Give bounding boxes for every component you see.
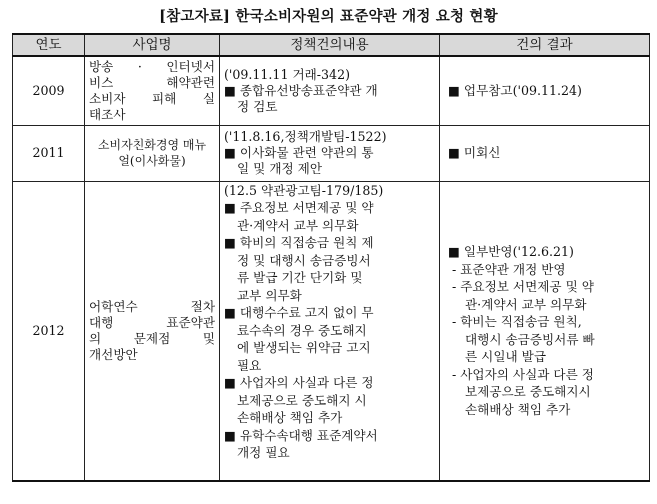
project-line: 개선방안 bbox=[89, 346, 138, 362]
project-line: 대행 표준약관 bbox=[89, 314, 215, 330]
project-line: 어학연수 절차 bbox=[89, 298, 215, 314]
policy-line: 류 발급 기간 단기화 및 bbox=[237, 270, 363, 285]
project-line: 소비자친화경영 매뉴 bbox=[97, 138, 207, 152]
result-cell bbox=[440, 56, 650, 125]
result-line: ■ 업무참고('09.11.24) bbox=[448, 82, 582, 98]
document-title: [참고자료] 한국소비자원의 표준약관 개정 요청 현황 bbox=[159, 8, 498, 25]
status-table bbox=[12, 33, 650, 482]
result-line: - 학비는 직접송금 원칙, bbox=[452, 314, 582, 330]
policy-line: ('09.11.11 거래-342) bbox=[224, 66, 350, 82]
policy-line: 정 및 대행시 송금증빙서 bbox=[237, 252, 371, 268]
result-line: 대행시 송금증빙서류 빠 bbox=[465, 331, 595, 347]
policy-line: 보제공으로 중도해지 시 bbox=[237, 392, 367, 408]
policy-line: ■ 사업자의 사실과 다른 정 bbox=[224, 375, 374, 390]
result-line: 관·계약서 교부 의무화 bbox=[465, 296, 587, 312]
policy-line: ■ 대행수수료 고지 없이 무 bbox=[224, 305, 374, 320]
policy-line: 료수속의 경우 중도해지 bbox=[237, 322, 367, 338]
header-project: 사업명 bbox=[85, 34, 220, 56]
policy-line: ■ 이사화물 관련 약관의 통 bbox=[224, 145, 374, 160]
year-cell: 2009 bbox=[13, 56, 85, 125]
result-line: 보제공으로 중도해지시 bbox=[465, 384, 591, 400]
table-row bbox=[13, 125, 650, 181]
policy-line: ■ 주요정보 서면제공 및 약 bbox=[224, 200, 374, 215]
policy-line: 관·계약서 교부 의무화 bbox=[237, 217, 359, 233]
policy-line: ■ 종합유선방송표준약관 개 bbox=[224, 82, 378, 98]
project-line: 방송 · 인터넷서 bbox=[89, 58, 215, 74]
policy-line: 에 발생되는 위약금 고지 bbox=[237, 340, 371, 355]
policy-line: 일 및 개정 제안 bbox=[237, 161, 323, 176]
policy-line: 필요 bbox=[237, 357, 262, 373]
policy-line: 개정 필요 bbox=[237, 445, 290, 460]
result-line: ■ 일부반영('12.6.21) bbox=[448, 244, 574, 260]
result-line: - 주요정보 서면제공 및 약 bbox=[452, 279, 594, 295]
project-cell bbox=[85, 125, 220, 181]
header-policy: 정책건의내용 bbox=[220, 34, 440, 56]
table-row bbox=[13, 56, 650, 125]
result-line: 른 시일내 발급 bbox=[465, 349, 546, 365]
project-line: 얼(이사화물) bbox=[118, 154, 186, 168]
policy-line: ■ 학비의 직접송금 원칙 제 bbox=[224, 235, 374, 250]
result-line: 손해배상 책임 추가 bbox=[465, 401, 571, 417]
header-row bbox=[13, 34, 650, 56]
policy-line: ('11.8.16,정책개발팀-1522) bbox=[224, 129, 387, 144]
project-cell bbox=[85, 56, 220, 125]
project-line: 태조사 bbox=[89, 106, 126, 122]
result-line: - 표준약관 개정 반영 bbox=[452, 261, 566, 277]
project-line: 소비자 피해 실 bbox=[89, 90, 215, 106]
policy-cell bbox=[220, 125, 440, 181]
table-row bbox=[13, 181, 650, 481]
project-line: 비스 해약관련 bbox=[89, 74, 215, 90]
policy-cell bbox=[220, 56, 440, 125]
result-line: - 사업자의 사실과 다른 정 bbox=[452, 366, 594, 382]
year-cell: 2012 bbox=[13, 181, 85, 481]
header-year: 연도 bbox=[13, 34, 85, 56]
policy-cell bbox=[220, 181, 440, 481]
header-result: 건의 결과 bbox=[440, 34, 650, 56]
policy-line: 교부 의무화 bbox=[237, 287, 302, 303]
policy-line: (12.5 약관광고팀-179/185) bbox=[224, 182, 384, 198]
year-cell: 2011 bbox=[13, 125, 85, 181]
result-cell bbox=[440, 125, 650, 181]
project-cell bbox=[85, 181, 220, 481]
result-line: ■ 미회신 bbox=[448, 145, 501, 160]
policy-line: 손해배상 책임 추가 bbox=[237, 410, 343, 425]
result-cell bbox=[440, 181, 650, 481]
project-line: 의 문제점 및 bbox=[89, 330, 215, 346]
policy-line: 정 검토 bbox=[237, 98, 278, 114]
policy-line: ■ 유학수속대행 표준계약서 bbox=[224, 427, 378, 443]
